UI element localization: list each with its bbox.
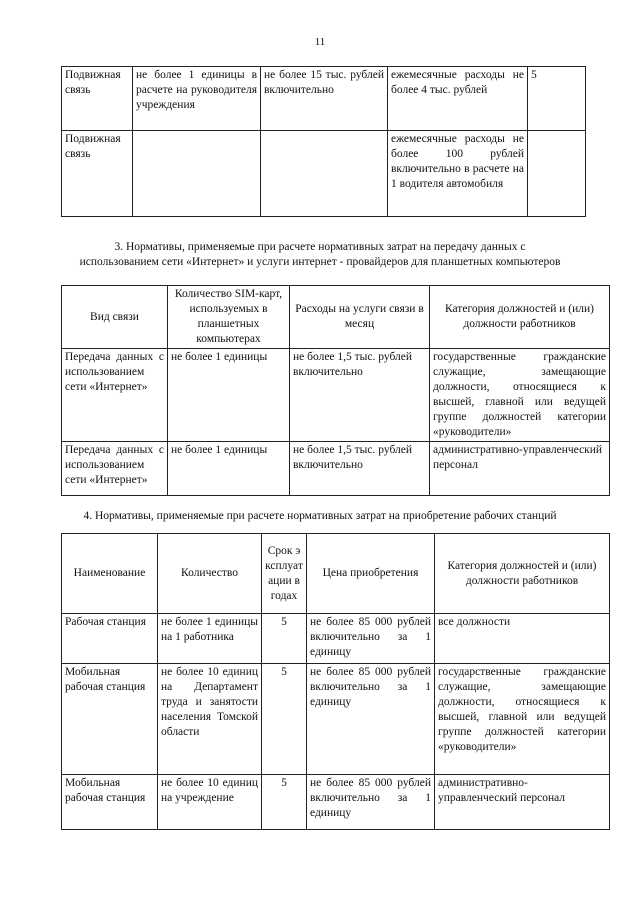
table-row bbox=[62, 664, 610, 775]
cell-type: Подвижная связь bbox=[62, 67, 133, 131]
table-row bbox=[62, 131, 586, 217]
cell-quantity: не более 1 единицы на 1 работника bbox=[158, 614, 262, 664]
cell-type: Передача данных с использованием сети «Интернет» bbox=[62, 442, 168, 496]
header-term: Срок эксплуатации в годах bbox=[262, 534, 307, 614]
table-row bbox=[62, 775, 610, 830]
section-3-title-line2: использованием сети «Интернет» и услуги интернет - провайдеров для планшетных компьютеров bbox=[79, 256, 561, 268]
cell-price: не более 15 тыс. рублей включительно bbox=[261, 67, 388, 131]
cell-type: Подвижная связь bbox=[62, 131, 133, 217]
cell-quantity bbox=[133, 131, 261, 217]
cell-quantity: не более 1 единицы в расчете на руководителя учреждения bbox=[133, 67, 261, 131]
table-row bbox=[62, 67, 586, 131]
page-number: 11 bbox=[314, 36, 326, 48]
internet-data-table bbox=[61, 285, 610, 496]
cell-name: Рабочая станция bbox=[62, 614, 158, 664]
cell-cost: не более 1,5 тыс. рублей включительно bbox=[290, 349, 430, 442]
mobile-communication-table bbox=[61, 66, 586, 217]
cell-category: административно-управленческий персонал bbox=[430, 442, 610, 496]
header-category: Категория должностей и (или) должности работников bbox=[435, 534, 610, 614]
header-price: Цена приобретения bbox=[307, 534, 435, 614]
header-cost: Расходы на услуги связи в месяц bbox=[290, 286, 430, 349]
cell-category: государственные гражданские служащие, замещающие должности, относящиеся к высшей, главной или ведущей группе должностей категории «руководители» bbox=[435, 664, 610, 775]
cell-term: 5 bbox=[262, 775, 307, 830]
section-3-title bbox=[20, 240, 620, 270]
cell-type: Передача данных с использованием сети «Интернет» bbox=[62, 349, 168, 442]
cell-extra bbox=[528, 131, 586, 217]
table-row bbox=[62, 349, 610, 442]
cell-category: административно-управленческий персонал bbox=[435, 775, 610, 830]
cell-category: государственные гражданские служащие, замещающие должности, относящиеся к высшей, главной или ведущей группе должностей категории «руководители» bbox=[430, 349, 610, 442]
header-type: Вид связи bbox=[62, 286, 168, 349]
table-header-row bbox=[62, 534, 610, 614]
header-sim: Количество SIM-карт, используемых в планшетных компьютерах bbox=[168, 286, 290, 349]
table-row bbox=[62, 442, 610, 496]
cell-term: 5 bbox=[262, 614, 307, 664]
header-name: Наименование bbox=[62, 534, 158, 614]
cell-price: не более 85 000 рублей включительно за 1 единицу bbox=[307, 614, 435, 664]
cell-sim: не более 1 единицы bbox=[168, 442, 290, 496]
cell-category: все должности bbox=[435, 614, 610, 664]
cell-cost: не более 1,5 тыс. рублей включительно bbox=[290, 442, 430, 496]
table-row bbox=[62, 614, 610, 664]
cell-expenses: ежемесячные расходы не более 100 рублей включительно в расчете на 1 водителя автомобиля bbox=[388, 131, 528, 217]
header-quantity: Количество bbox=[158, 534, 262, 614]
cell-price bbox=[261, 131, 388, 217]
section-4-title: 4. Нормативы, применяемые при расчете нормативных затрат на приобретение рабочих станций bbox=[83, 510, 557, 522]
header-category: Категория должностей и (или) должности работников bbox=[430, 286, 610, 349]
cell-sim: не более 1 единицы bbox=[168, 349, 290, 442]
cell-name: Мобильная рабочая станция bbox=[62, 664, 158, 775]
table-header-row bbox=[62, 286, 610, 349]
section-3-title-line1: 3. Нормативы, применяемые при расчете нормативных затрат на передачу данных с bbox=[114, 241, 526, 253]
cell-extra: 5 bbox=[528, 67, 586, 131]
cell-price: не более 85 000 рублей включительно за 1 единицу bbox=[307, 775, 435, 830]
cell-term: 5 bbox=[262, 664, 307, 775]
cell-quantity: не более 10 единиц на учреждение bbox=[158, 775, 262, 830]
cell-name: Мобильная рабочая станция bbox=[62, 775, 158, 830]
cell-quantity: не более 10 единиц на Департамент труда и занятости населения Томской области bbox=[158, 664, 262, 775]
workstation-table bbox=[61, 533, 610, 830]
cell-expenses: ежемесячные расходы не более 4 тыс. рублей bbox=[388, 67, 528, 131]
cell-price: не более 85 000 рублей включительно за 1 единицу bbox=[307, 664, 435, 775]
